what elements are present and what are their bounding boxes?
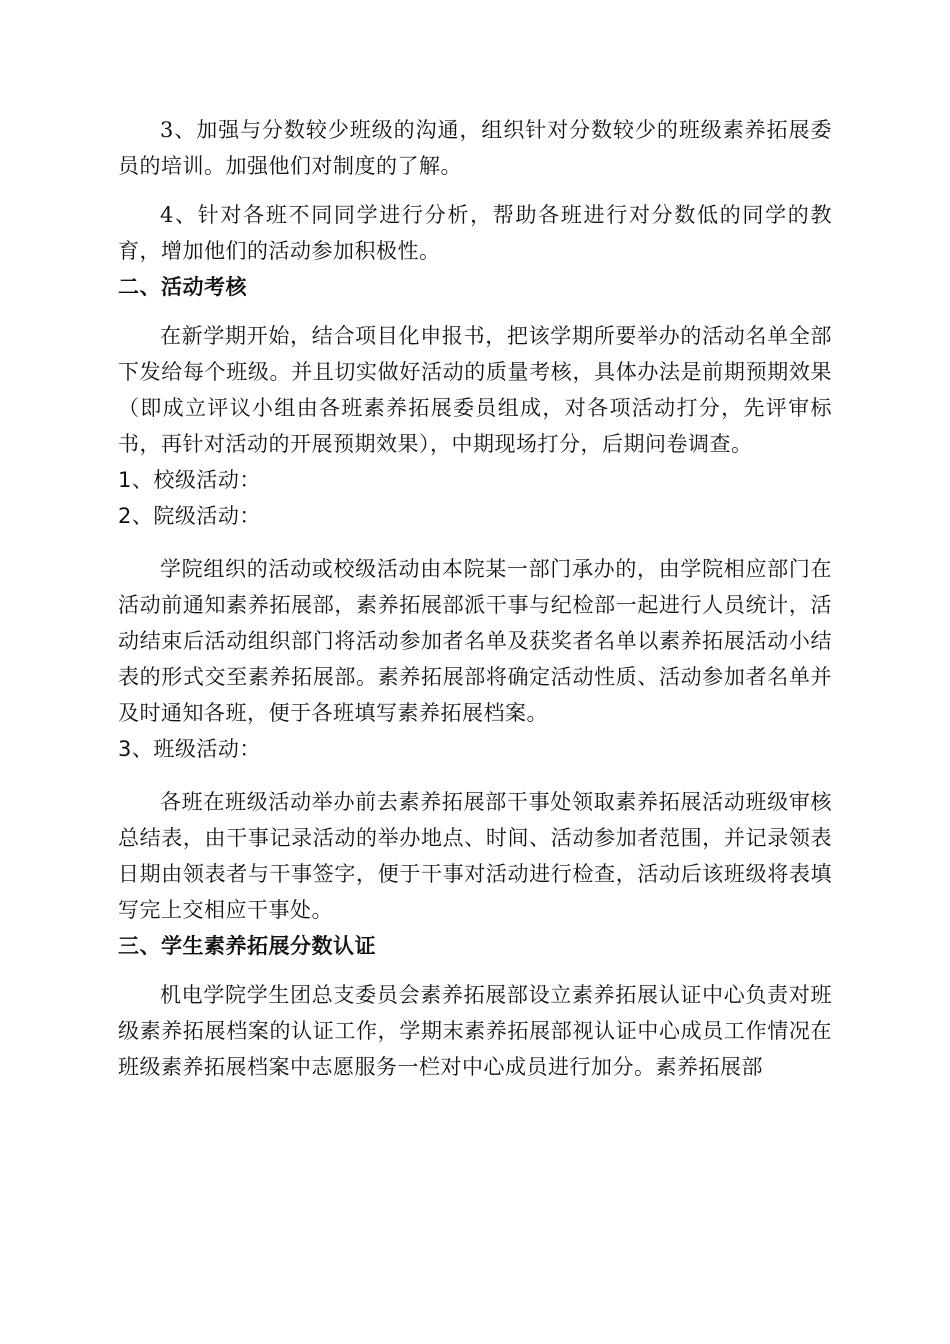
list-item-college-activity: 2、院级活动： bbox=[118, 504, 261, 528]
paragraph-certification-center: 机电学院学生团总支委员会素养拓展部设立素养拓展认证中心负责对班级素养拓展档案的认证工作，学期末素养拓展部视认证中心成员工作情况在班级素养拓展档案中志愿服务一栏对中心成员进行加分。素养拓展部 bbox=[118, 983, 832, 1079]
paragraph-new-semester: 在新学期开始，结合项目化申报书，把该学期所要举办的活动名单全部下发给每个班级。并且切实做好活动的质量考核，具体办法是前期预期效果（即成立评议小组由各班素养拓展委员组成，对各项活动打分，先评审标书，再针对活动的开展预期效果），中期现场打分，后期问卷调查。 bbox=[118, 324, 832, 456]
list-item-class-activity: 3、班级活动： bbox=[118, 737, 261, 761]
paragraph-college-activity: 学院组织的活动或校级活动由本院某一部门承办的，由学院相应部门在活动前通知素养拓展部，素养拓展部派干事与纪检部一起进行人员统计，活动结束后活动组织部门将活动参加者名单及获奖者名单以素养拓展活动小结表的形式交至素养拓展部。素养拓展部将确定活动性质、活动参加者名单并及时通知各班，便于各班填写素养拓展档案。 bbox=[118, 557, 832, 725]
section-heading-activity-assessment: 二、活动考核 bbox=[118, 275, 247, 299]
section-heading-score-certification: 三、学生素养拓展分数认证 bbox=[118, 934, 376, 958]
document-page bbox=[118, 112, 832, 1085]
paragraph-analysis: 4、针对各班不同同学进行分析，帮助各班进行对分数低的同学的教育，增加他们的活动参加积极性。 bbox=[118, 203, 832, 263]
paragraph-class-activity: 各班在班级活动举办前去素养拓展部干事处领取素养拓展活动班级审核总结表，由干事记录活动的举办地点、时间、活动参加者范围，并记录领表日期由领表者与干事签字，便于干事对活动进行检查，活动后该班级将表填写完上交相应干事处。 bbox=[118, 790, 832, 922]
paragraph-communication: 3、加强与分数较少班级的沟通，组织针对分数较少的班级素养拓展委员的培训。加强他们对制度的了解。 bbox=[118, 118, 832, 178]
list-item-school-activity: 1、校级活动： bbox=[118, 468, 261, 492]
